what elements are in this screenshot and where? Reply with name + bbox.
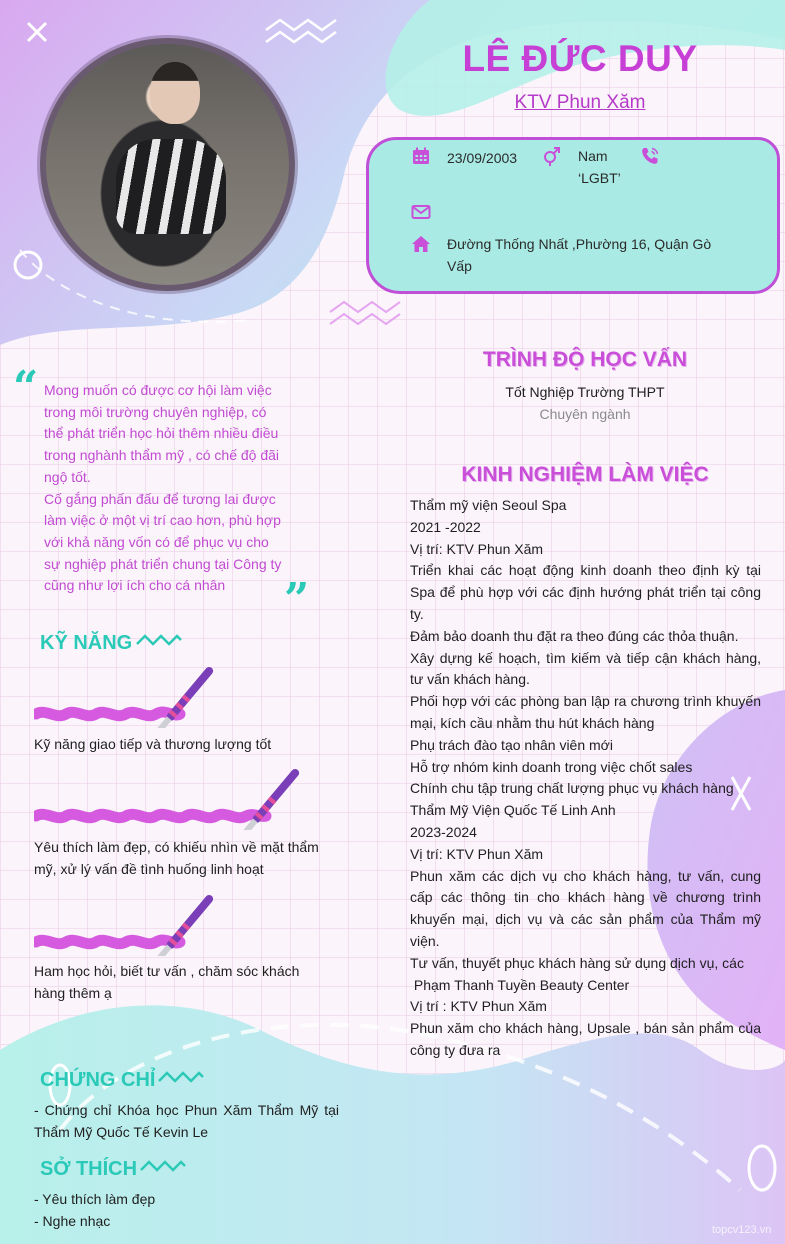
hobby-item: - Nghe nhạc	[34, 1212, 111, 1229]
objective-line: thể phát triển học hỏi thêm nhiều điều	[44, 425, 279, 442]
quote-open-icon: “	[13, 362, 39, 413]
experience-line: Vị trí: KTV Phun Xăm	[410, 845, 544, 862]
education-title: TRÌNH ĐỘ HỌC VẤN	[482, 348, 688, 371]
home-icon	[411, 234, 431, 254]
zigzag-decoration	[140, 1158, 186, 1174]
experience-line: Hỗ trợ nhóm kinh doanh trong việc chốt sales	[410, 758, 693, 775]
certificates-title: CHỨNG CHỈ	[40, 1069, 156, 1091]
experience-line: Vị trí : KTV Phun Xăm	[410, 998, 547, 1015]
career-objective	[44, 380, 290, 597]
objective-line: ngộ tốt.	[44, 468, 91, 485]
hobby-item: - Yêu thích làm đẹp	[34, 1191, 156, 1207]
objective-line: sự nghiệp phát triển chung tại Công ty	[44, 555, 282, 572]
skill-text-1: Kỹ năng giao tiếp và thương lượng tốt	[34, 736, 272, 752]
zigzag-decoration	[158, 1069, 204, 1085]
address-line-2: Vấp	[447, 258, 472, 274]
gender-icon	[542, 146, 562, 166]
skill-bar-1	[34, 662, 224, 728]
skill-text-3: Ham học hỏi, biết tư vấn , chăm sóc khách hàng thêm ạ	[34, 963, 300, 1001]
objective-line: với khả năng vốn có để phục vụ cho	[44, 533, 269, 550]
gender-value	[578, 145, 621, 189]
gender-line-1: Nam	[578, 148, 608, 164]
experience-line: Phun xăm các dịch vụ cho khách hàng, tư vấn, cung cấp các thông tin cho khách hàng về chương trình khuyến mại, dịch vụ và các sản phẩm của Thẩm mỹ viện.	[410, 867, 761, 949]
experience-line: Đảm bảo doanh thu đặt ra theo đúng các thỏa thuận.	[410, 627, 739, 644]
experience-line: Phun xăm cho khách hàng, Upsale , bán sản phẩm của công ty đưa ra	[410, 1020, 761, 1058]
objective-line: trong nghành thẩm mỹ , có chế độ đãi	[44, 447, 280, 464]
education-school: Tốt Nghiệp Trường THPT	[505, 384, 665, 400]
address-value	[447, 233, 737, 277]
experience-line: Tư vấn, thuyết phục khách hàng sử dụng dịch vụ, các	[410, 954, 744, 971]
skill-text-2: Yêu thích làm đẹp, có khiếu nhìn về mặt thẩm mỹ, xử lý vấn đề tình huống linh hoạt	[34, 839, 319, 877]
objective-line: làm việc ở một vị trí cao hơn, phù hợp	[44, 512, 281, 529]
experience-line: 2023-2024	[410, 823, 477, 840]
experience-line: Phối hợp với các phòng ban lập ra chương trình khuyến mại, kích cầu nhằm thu hút khách hàng	[410, 693, 761, 731]
address-line-1: Đường Thống Nhất ,Phường 16, Quận Gò	[447, 236, 712, 252]
skills-title: KỸ NĂNG	[40, 632, 133, 654]
objective-line: Cố gắng phấn đấu để tương lai được	[44, 490, 276, 507]
hobbies-title: SỞ THÍCH	[40, 1158, 138, 1180]
birthday-value: 23/09/2003	[447, 150, 518, 166]
job-title: KTV Phun Xăm	[514, 92, 646, 113]
calendar-icon	[411, 146, 431, 166]
experience-line: Phụ trách đào tạo nhân viên mới	[410, 736, 613, 753]
gender-line-2: ‘LGBT’	[578, 170, 621, 186]
watermark: topcv123.vn	[712, 1224, 772, 1236]
avatar-head	[150, 62, 200, 124]
objective-line: Mong muốn có được cơ hội làm việc	[44, 382, 272, 398]
candidate-name: LÊ ĐỨC DUY	[462, 38, 698, 79]
phone-icon[interactable]	[640, 146, 660, 166]
skill-bar-2	[34, 764, 314, 830]
hobbies-list	[34, 1189, 155, 1233]
skill-bar-3	[34, 890, 224, 956]
experience-line: Xây dựng kế hoạch, tìm kiếm và tiếp cận khách hàng, tư vấn khách hàng.	[410, 649, 761, 688]
experience-line: 2021 -2022	[410, 518, 481, 535]
quote-close-icon: ”	[284, 574, 310, 625]
education-major: Chuyên ngành	[539, 406, 631, 422]
experience-title: KINH NGHIỆM LÀM VIỆC	[461, 463, 709, 486]
certificate-text: - Chứng chỉ Khóa học Phun Xăm Thẩm Mỹ tại Thẩm Mỹ Quốc Tế Kevin Le	[34, 1102, 339, 1140]
objective-line: cũng như lợi ích cho cá nhân	[44, 577, 226, 594]
avatar-shirt	[116, 139, 226, 234]
mail-icon[interactable]	[411, 202, 431, 222]
experience-line: Thẩm mỹ viện Seoul Spa	[410, 497, 567, 513]
avatar	[40, 38, 295, 291]
zigzag-decoration	[136, 632, 182, 648]
experience-line: Vị trí: KTV Phun Xăm	[410, 540, 544, 557]
objective-line: trong môi trường chuyên nghiệp, có	[44, 403, 267, 420]
experience-line: Phạm Thanh Tuyền Beauty Center	[410, 976, 630, 993]
experience-content	[410, 495, 761, 1062]
experience-line: Chính chu tập trung chất lượng phục vụ khách hàng	[410, 780, 734, 797]
experience-line: Triển khai các hoạt động kinh doanh theo định kỳ tại Spa để phù hợp với các định hướng phát triển tại công ty.	[410, 562, 761, 622]
experience-line: Thẩm Mỹ Viện Quốc Tế Linh Anh	[410, 802, 616, 819]
